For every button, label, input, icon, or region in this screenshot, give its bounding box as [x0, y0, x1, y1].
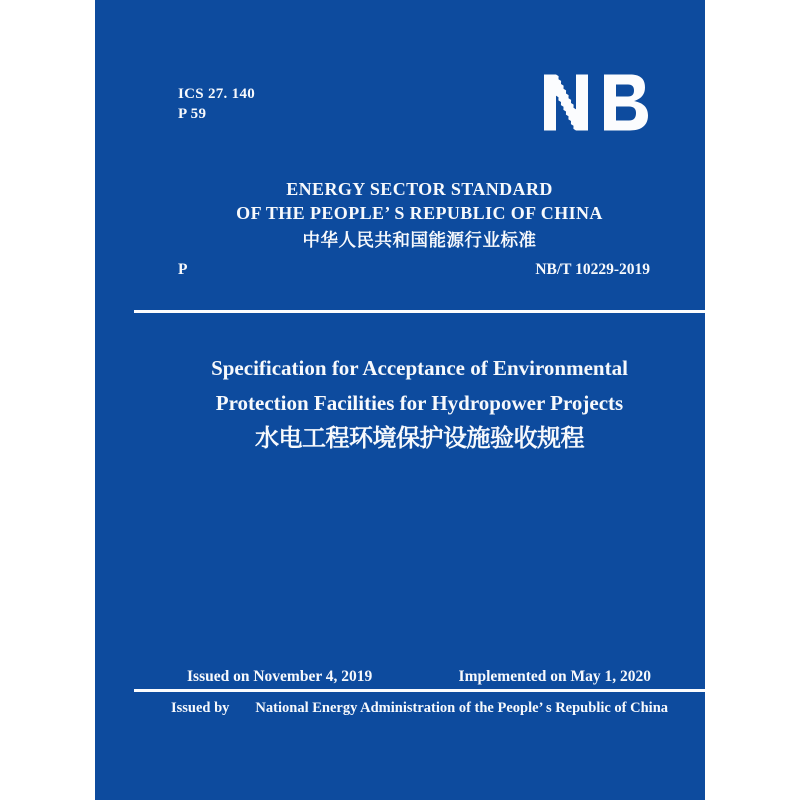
standard-cover-page: [95, 0, 705, 800]
bottom-divider-line: [134, 689, 705, 692]
standard-heading-en-line2: OF THE PEOPLE’ S REPUBLIC OF CHINA: [236, 203, 603, 223]
issued-date: Issued on November 4, 2019: [187, 668, 373, 685]
dates-row: [134, 668, 705, 686]
ics-code: ICS 27. 140: [178, 86, 256, 102]
issuer-row: [134, 700, 705, 717]
doc-class-code: P 59: [178, 106, 207, 122]
category-prefix: P: [178, 261, 188, 278]
issued-by-value: National Energy Administration of the People’ s Republic of China: [255, 700, 669, 716]
standard-heading-en-line1: ENERGY SECTOR STANDARD: [286, 179, 553, 199]
title-en-line2: Protection Facilities for Hydropower Projects: [215, 391, 624, 415]
cover-content-area: [134, 0, 705, 800]
standard-heading-cn: 中华人民共和国能源行业标准: [302, 230, 537, 250]
title-cn: 水电工程环境保护设施验收规程: [255, 426, 584, 452]
standard-number: NB/T 10229-2019: [535, 261, 650, 278]
issued-by-label: Issued by: [170, 700, 230, 716]
top-divider-line: [134, 310, 705, 313]
standard-number-row: [134, 261, 705, 279]
implemented-date: Implemented on May 1, 2020: [458, 668, 651, 685]
title-en-line1: Specification for Acceptance of Environmental: [211, 356, 628, 380]
